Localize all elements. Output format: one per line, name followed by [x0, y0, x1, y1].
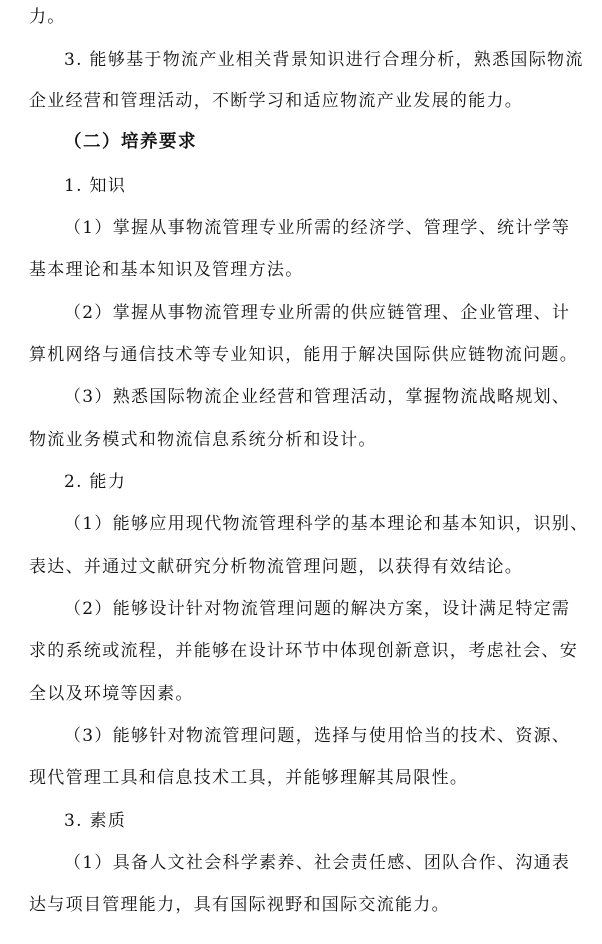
text-line-ability-2: （2）能够设计针对物流管理问题的解决方案，设计满足特定需: [64, 599, 571, 619]
text-line-knowledge-1-cont: 基本理论和基本知识及管理方法。: [29, 260, 304, 280]
text-line-ability-1-cont: 表达、并通过文献研究分析物流管理问题，以获得有效结论。: [29, 557, 524, 577]
text-line-continuation: 力。: [29, 7, 66, 27]
text-line-goal-3-cont: 企业经营和管理活动，不断学习和适应物流产业发展的能力。: [29, 91, 524, 111]
text-line-ability-2-cont2: 全以及环境等因素。: [29, 684, 194, 704]
text-line-ability-3-cont: 现代管理工具和信息技术工具，并能够理解其局限性。: [29, 768, 469, 788]
text-line-goal-3: 3. 能够基于物流产业相关背景知识进行合理分析，熟悉国际物流: [64, 50, 584, 70]
subheading-quality: 3. 素质: [64, 811, 127, 831]
text-line-ability-2-cont: 求的系统或流程，并能够在设计环节中体现创新意识，考虑社会、安: [29, 641, 578, 661]
text-line-knowledge-3-cont: 物流业务模式和物流信息系统分析和设计。: [29, 430, 377, 450]
text-line-knowledge-3: （3）熟悉国际物流企业经营和管理活动，掌握物流战略规划、: [64, 387, 571, 407]
text-line-ability-1: （1）能够应用现代物流管理科学的基本理论和基本知识，识别、: [64, 514, 589, 534]
text-line-quality-1-cont: 达与项目管理能力，具有国际视野和国际交流能力。: [29, 895, 450, 915]
text-line-quality-1: （1）具备人文社会科学素养、社会责任感、团队合作、沟通表: [64, 853, 571, 873]
text-line-ability-3: （3）能够针对物流管理问题，选择与使用恰当的技术、资源、: [64, 726, 571, 746]
text-line-knowledge-1: （1）掌握从事物流管理专业所需的经济学、管理学、统计学等: [64, 218, 571, 238]
section-heading: （二）培养要求: [64, 132, 197, 152]
subheading-ability: 2. 能力: [64, 472, 127, 492]
text-line-knowledge-2-cont: 算机网络与通信技术等专业知识，能用于解决国际供应链物流问题。: [29, 345, 578, 365]
subheading-knowledge: 1. 知识: [64, 176, 127, 196]
text-line-knowledge-2: （2）掌握从事物流管理专业所需的供应链管理、企业管理、计: [64, 303, 571, 323]
